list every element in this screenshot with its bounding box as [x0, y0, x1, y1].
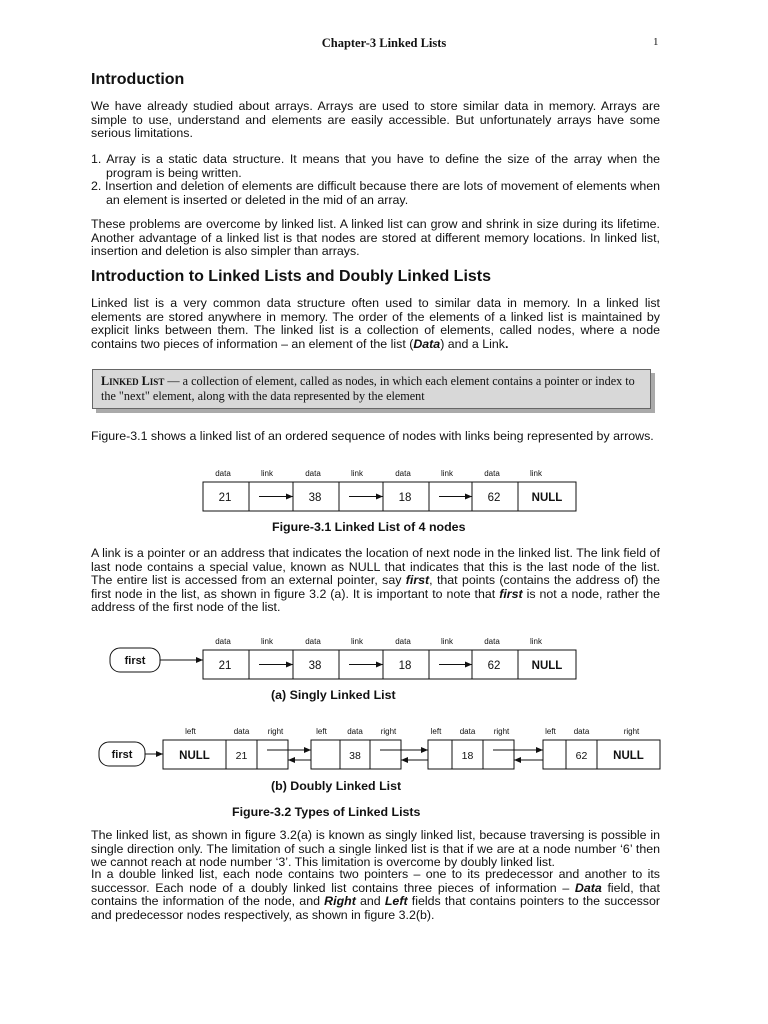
null-value: NULL [179, 750, 210, 762]
node-value: 62 [487, 492, 501, 504]
figure-3-1-caption: Figure-3.1 Linked List of 4 nodes [272, 520, 466, 534]
data-label: data [484, 637, 500, 646]
figure-3-2a-caption: (a) Singly Linked List [271, 688, 396, 702]
data-label: data [395, 469, 411, 478]
data-label: data [395, 637, 411, 646]
node-value: 18 [398, 660, 412, 672]
section-paragraph-5 [91, 868, 660, 922]
link-label: link [350, 637, 364, 646]
link-label: link [529, 469, 543, 478]
text-run: , that points (contains the address of) the first node in the list, as shown in figure 3.2 (a). It is important to note that [91, 573, 660, 601]
text-run: Linked list is a very common data structure often used to similar data in memory. In a linked list elements are stored anywhere in memory. The order of the elements of a linked list is maintained by explicit links between them. The linked list is a collection of elements, called nodes, where a node contains two pieces of information – an element of the list ( [91, 296, 660, 351]
left-label: left [430, 727, 442, 736]
right-label: right [380, 727, 397, 736]
data-label: data [347, 727, 363, 736]
node-value: 38 [349, 750, 361, 762]
null-value: first [124, 655, 146, 667]
left-label: left [316, 727, 327, 736]
node-value: 21 [218, 492, 232, 504]
emphasis-first: first [405, 573, 430, 588]
figure-3-2-caption: Figure-3.2 Types of Linked Lists [232, 805, 421, 819]
intro-list-item-2: 2. Insertion and deletion of elements are difficult because there are lots of movement of elements when an element is inserted or deleted in the mid of an array. [91, 179, 660, 207]
data-label: data [573, 727, 590, 736]
section-paragraph-2: Figure-3.1 shows a linked list of an ordered sequence of nodes with links being represented by arrows. [91, 429, 654, 443]
node-value: 21 [235, 750, 248, 762]
text-run: is not a node, rather the address of the first node of the list. [91, 586, 661, 615]
link-label: link [529, 637, 543, 646]
data-label: data [305, 637, 321, 646]
data-label: data [215, 637, 231, 646]
link-label: link [260, 469, 274, 478]
null-value: NULL [613, 750, 644, 762]
section-paragraph-4: The linked list, as shown in figure 3.2(a) is known as singly linked list, because traversing is possible in single direction only. The limitation of such a single linked list is that if we are at a node number ‘6’ then we cannot reach at node number ‘3’. This limitation is overcome by doubly linked list. [91, 828, 660, 870]
running-title: Chapter-3 Linked Lists [321, 36, 447, 50]
figure-3-2b-caption: (b) Doubly Linked List [271, 779, 402, 793]
data-label: data [305, 469, 321, 478]
link-label: link [440, 637, 454, 646]
node-value: 18 [461, 750, 474, 762]
node-value: 21 [218, 660, 232, 672]
text-run: In a double linked list, each node contains two pointers – one to its predecessor and another to its successor. Each node of a doubly linked list contains three pieces of information – [91, 867, 660, 895]
left-label: left [185, 727, 196, 736]
intro-paragraph-1: We have already studied about arrays. Arrays are used to store similar data in memory. Arrays are simple to use, understand and elements are easily accessible. But unfortunately arrays have some serious limitations. [91, 99, 660, 141]
section-heading: Introduction to Linked Lists and Doubly Linked Lists [91, 268, 492, 285]
data-label: data [233, 727, 250, 736]
data-label: data [215, 469, 231, 478]
node-value: 62 [487, 660, 501, 672]
node-value: 18 [398, 492, 412, 504]
intro-paragraph-2: These problems are overcome by linked list. A linked list can grow and shrink in size during its lifetime. Another advantage of a linked list is that nodes are stored at different memory locations. In linked list, insertion and deletion is also simpler than arrays. [91, 217, 660, 259]
link-label: link [350, 469, 364, 478]
definition-text: — a collection of element, called as nodes, in which each element contains a pointer or index to the "next" element, along with the data represented by the element [101, 374, 635, 403]
intro-list-item-1: 1. Array is a static data structure. It means that you have to define the size of the array when the program is being written. [91, 152, 660, 180]
emphasis-data: Data [413, 336, 441, 351]
singly-linked-list-with-first [110, 637, 576, 679]
node-value: 62 [575, 750, 588, 762]
figure-3-1-diagram [0, 462, 768, 518]
intro-heading: Introduction [91, 71, 185, 88]
emphasis-data: Data [574, 880, 602, 895]
text-run: A link is a pointer or an address that indicates the location of next node in the linked list. The link field of last node contains a special value, known as NULL that indicates that this is the last node of the list. The entire list is accessed from an external pointer, say [91, 546, 660, 588]
link-label: link [260, 637, 274, 646]
page-number: 1 [653, 36, 659, 48]
null-value: first [111, 749, 133, 761]
section-paragraph-3 [91, 547, 660, 615]
left-label: left [545, 727, 556, 736]
text-run: ) and a Link [440, 336, 505, 351]
data-label: data [459, 727, 476, 736]
text-run: and [355, 894, 385, 909]
node-value: 38 [308, 492, 322, 504]
right-label: right [493, 727, 510, 736]
text-run: fields that contains pointers to the successor and predecessor nodes respectively, as shown in figure 3.2(b). [91, 894, 660, 922]
emphasis-first: first [499, 586, 523, 601]
null-value: NULL [531, 660, 563, 672]
doubly-linked-list-with-first [99, 727, 660, 769]
definition-term: Linked List [101, 374, 165, 388]
node-value: 38 [308, 660, 322, 672]
data-label: data [484, 469, 500, 478]
right-label: right [623, 727, 640, 736]
singly-linked-list-4-nodes [203, 469, 576, 511]
text-run: field, that contains the information of the node, and [91, 880, 660, 909]
link-label: link [440, 469, 454, 478]
figure-3-2a-diagram [0, 630, 768, 686]
right-label: right [267, 727, 284, 736]
definition-box [92, 369, 651, 409]
emphasis-left: Left [384, 894, 408, 909]
section-paragraph-1 [91, 297, 660, 351]
text-run: . [504, 336, 509, 351]
null-value: NULL [531, 492, 563, 504]
figure-3-2b-diagram [0, 720, 768, 776]
emphasis-right: Right [324, 894, 356, 909]
